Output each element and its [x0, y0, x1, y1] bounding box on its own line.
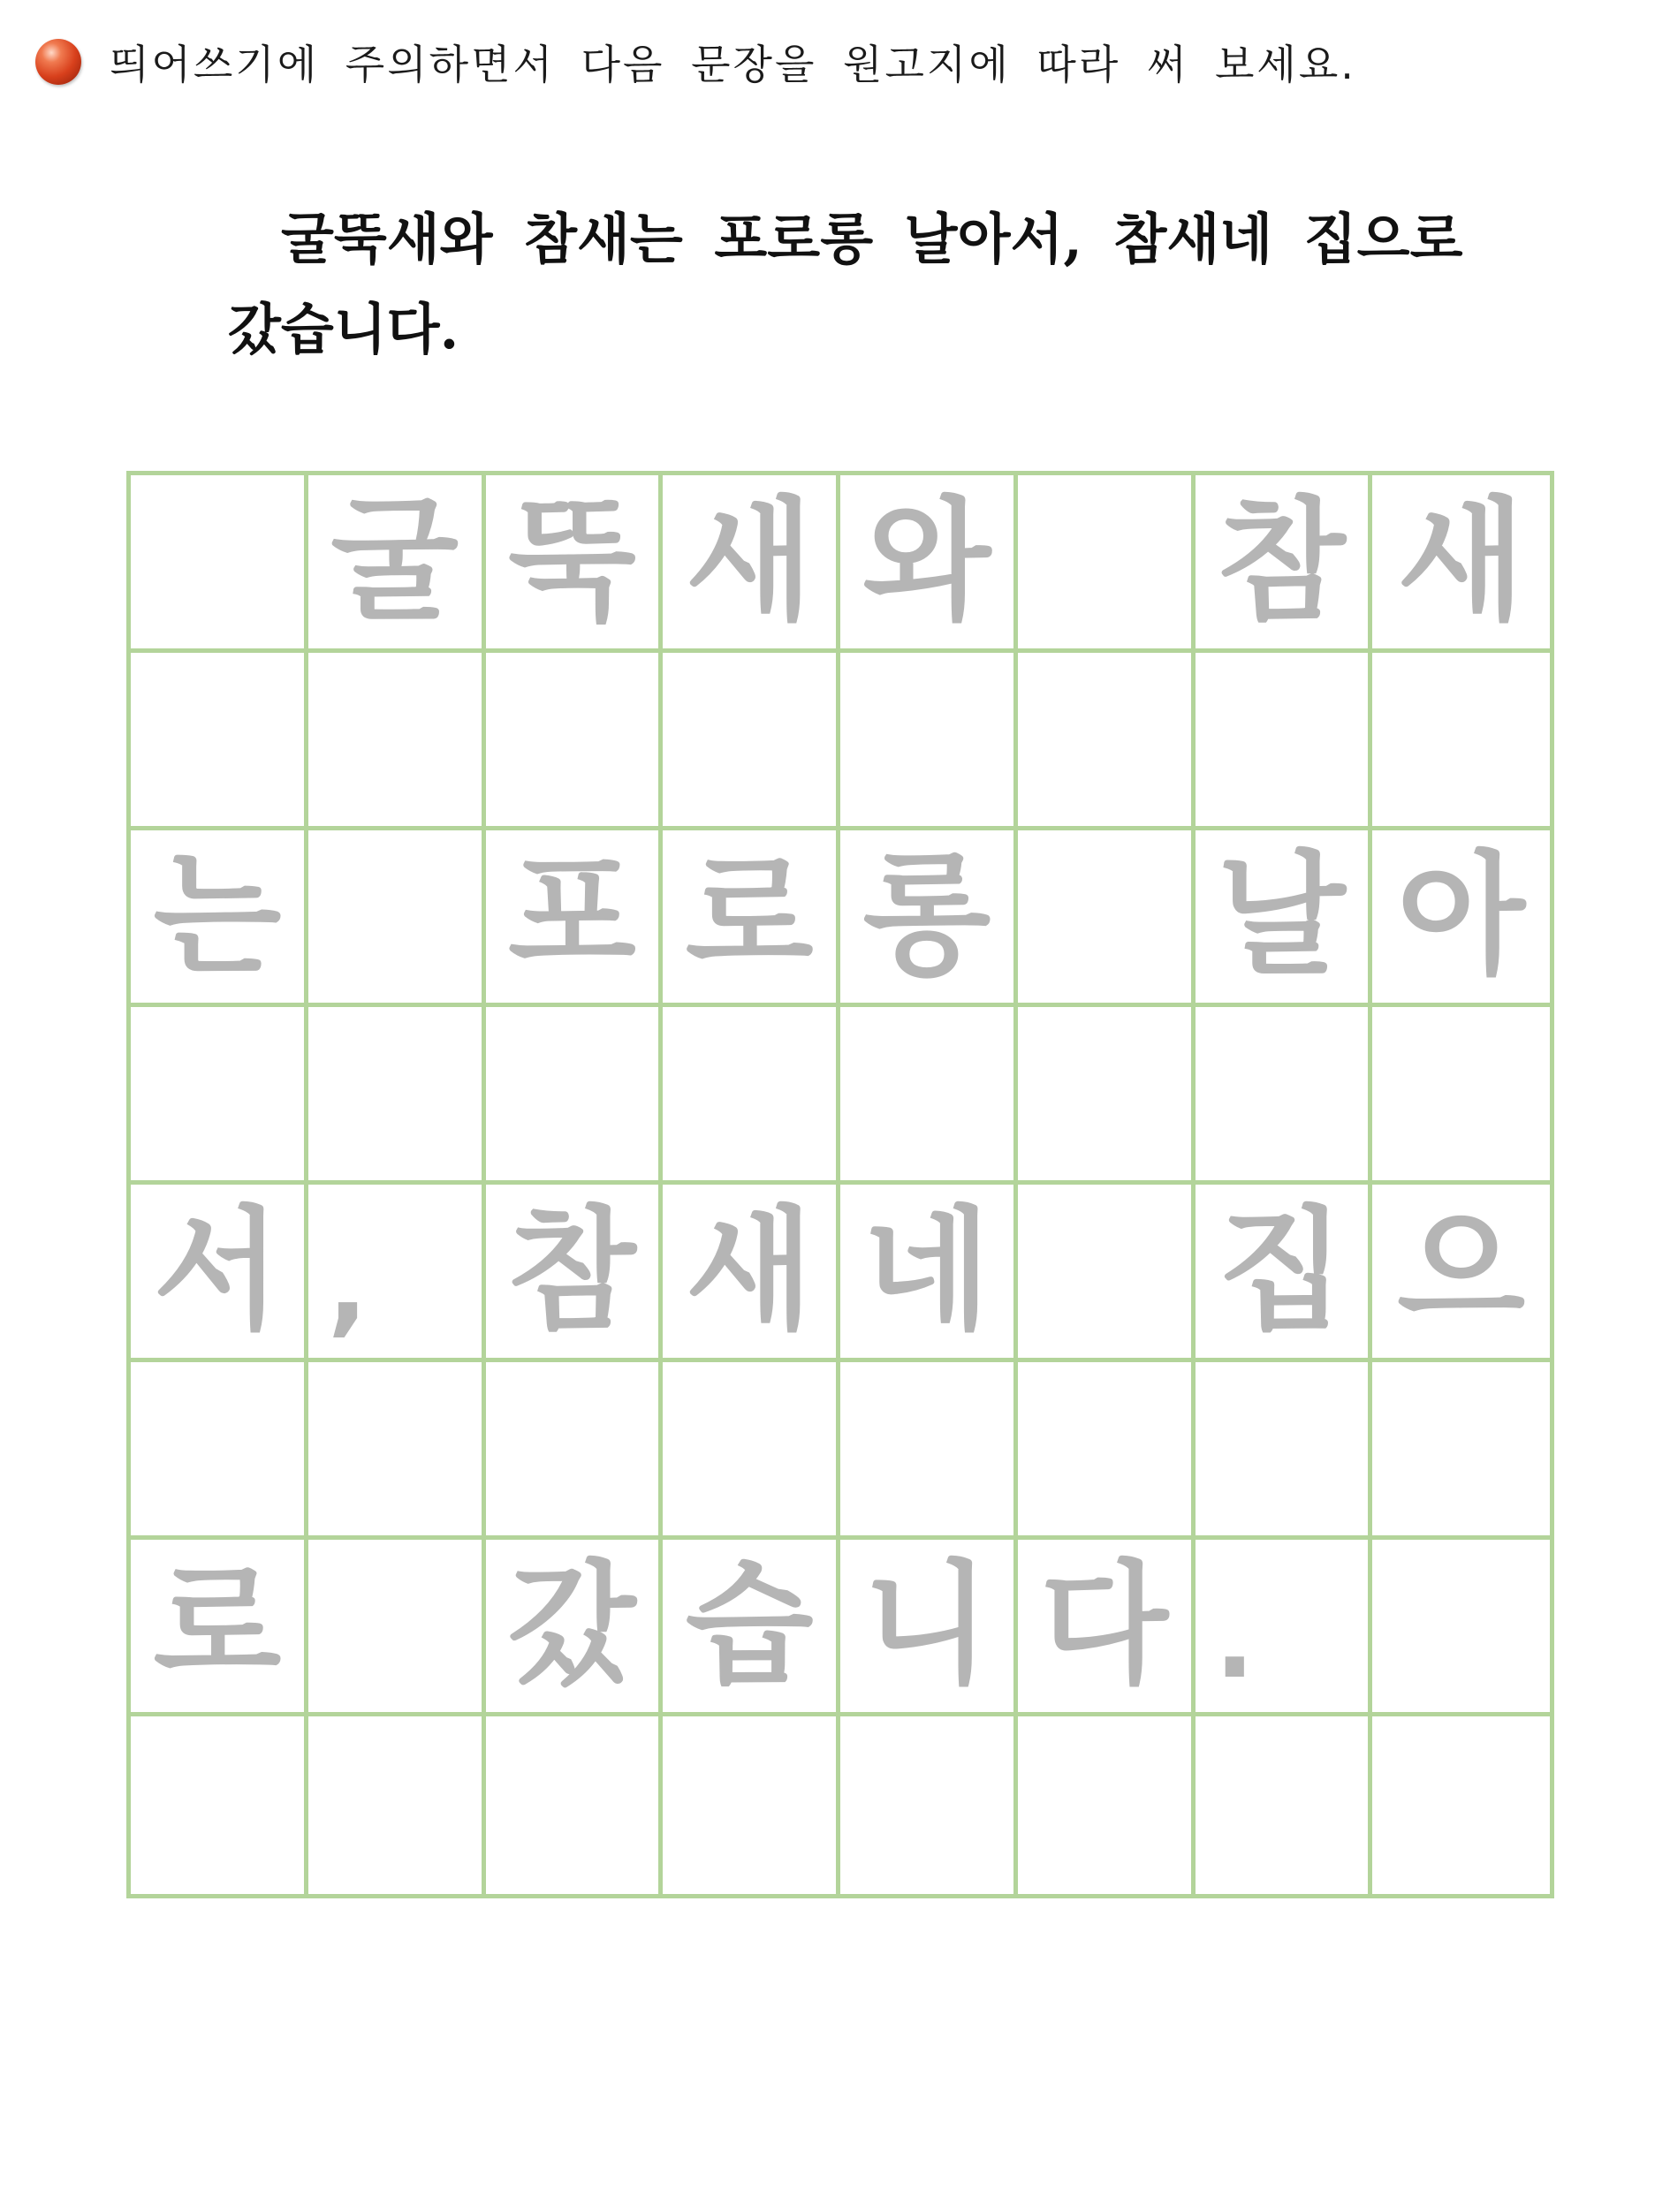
grid-cell-empty — [1372, 1540, 1550, 1717]
grid-cell-empty — [131, 475, 308, 653]
grid-cell-empty — [840, 1716, 1018, 1894]
grid-cell-empty — [663, 1362, 840, 1540]
grid-cell-tracing: 굴 — [308, 475, 486, 653]
grid-cell-empty — [486, 1716, 664, 1894]
grid-cell-empty — [486, 1007, 664, 1185]
grid-cell-empty — [1018, 1716, 1196, 1894]
grid-cell-tracing: . — [1196, 1540, 1373, 1717]
manuscript-grid — [126, 471, 1554, 1898]
grid-cell-tracing: 와 — [840, 475, 1018, 653]
grid-cell-tracing: 참 — [486, 1185, 664, 1362]
grid-cell-tracing: 다 — [1018, 1540, 1196, 1717]
grid-cell-tracing: 아 — [1372, 830, 1550, 1008]
grid-cell-tracing: 포 — [486, 830, 664, 1008]
grid-cell-tracing: 새 — [1372, 475, 1550, 653]
grid-cell-tracing: 으 — [1372, 1185, 1550, 1362]
instruction — [35, 35, 1356, 88]
grid-cell-empty — [840, 1007, 1018, 1185]
grid-cell-empty — [486, 653, 664, 830]
grid-cell-tracing: 집 — [1196, 1185, 1373, 1362]
grid-cell-empty — [308, 830, 486, 1008]
grid-cell-empty — [486, 1362, 664, 1540]
grid-cell-tracing: 습 — [663, 1540, 840, 1717]
grid-cell-tracing: 새 — [663, 475, 840, 653]
grid-cell-empty — [308, 1716, 486, 1894]
grid-cell-tracing: 롱 — [840, 830, 1018, 1008]
grid-cell-tracing: 네 — [840, 1185, 1018, 1362]
grid-cell-tracing: , — [308, 1185, 486, 1362]
grid-cell-empty — [663, 1007, 840, 1185]
grid-cell-tracing: 갔 — [486, 1540, 664, 1717]
grid-cell-empty — [1196, 1007, 1373, 1185]
grid-cell-empty — [663, 653, 840, 830]
grid-cell-empty — [1018, 653, 1196, 830]
grid-cell-empty — [1196, 1362, 1373, 1540]
sentence-line-1: 굴뚝새와 참새는 포로롱 날아서, 참새네 집으로 — [281, 207, 1463, 271]
grid-cell-tracing: 로 — [663, 830, 840, 1008]
grid-cell-empty — [308, 1362, 486, 1540]
grid-cell-empty — [308, 1540, 486, 1717]
grid-cell-empty — [131, 1007, 308, 1185]
grid-cell-empty — [131, 1716, 308, 1894]
grid-cell-empty — [1196, 653, 1373, 830]
grid-cell-empty — [131, 653, 308, 830]
grid-cell-empty — [308, 653, 486, 830]
grid-cell-empty — [840, 653, 1018, 830]
grid-cell-empty — [1372, 1362, 1550, 1540]
grid-cell-empty — [1372, 1007, 1550, 1185]
grid-cell-tracing: 새 — [663, 1185, 840, 1362]
grid-cell-tracing: 는 — [131, 830, 308, 1008]
grid-cell-empty — [308, 1007, 486, 1185]
red-sphere-bullet-icon — [35, 39, 81, 85]
grid-cell-empty — [1018, 830, 1196, 1008]
example-sentence — [228, 194, 1518, 375]
grid-cell-empty — [1018, 475, 1196, 653]
grid-cell-tracing: 뚝 — [486, 475, 664, 653]
grid-cell-empty — [1018, 1007, 1196, 1185]
grid-cell-empty — [131, 1362, 308, 1540]
grid-cell-empty — [1018, 1185, 1196, 1362]
grid-cell-tracing: 서 — [131, 1185, 308, 1362]
grid-cell-tracing: 날 — [1196, 830, 1373, 1008]
grid-cell-tracing: 로 — [131, 1540, 308, 1717]
instruction-text: 띄어쓰기에 주의하면서 다음 문장을 원고지에 따라 써 보세요. — [110, 41, 1356, 88]
grid-cell-tracing: 니 — [840, 1540, 1018, 1717]
grid-cell-empty — [840, 1362, 1018, 1540]
grid-cell-empty — [1196, 1716, 1373, 1894]
grid-cell-empty — [1372, 1716, 1550, 1894]
grid-cell-empty — [1372, 653, 1550, 830]
grid-cell-empty — [663, 1716, 840, 1894]
sentence-line-2: 갔습니다. — [228, 297, 459, 361]
grid-cell-empty — [1018, 1362, 1196, 1540]
grid-cell-tracing: 참 — [1196, 475, 1373, 653]
